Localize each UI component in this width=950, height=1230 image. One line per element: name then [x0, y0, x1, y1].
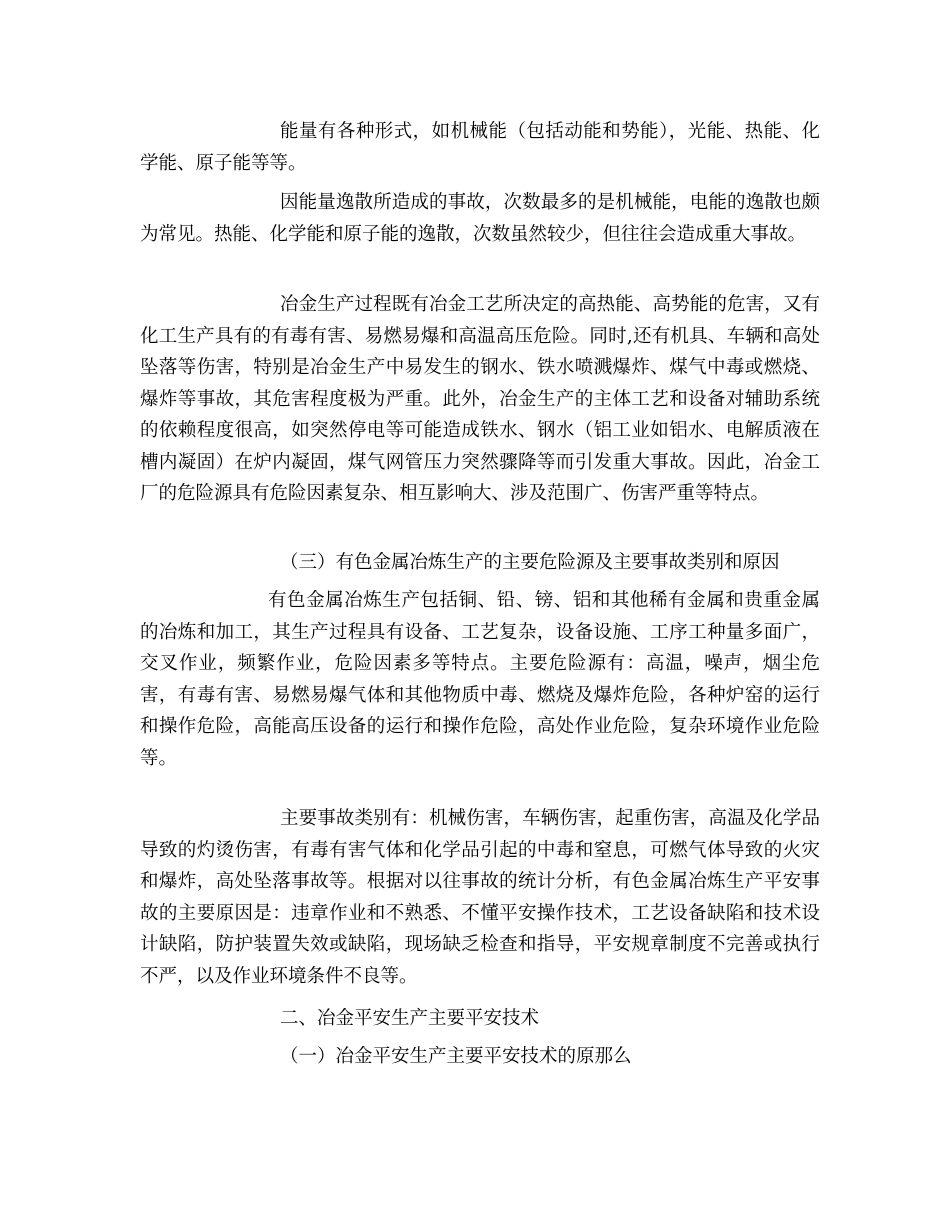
paragraph-energy-dissipation: 因能量逸散所造成的事故，次数最多的是机械能，电能的逸散也颇为常见。热能、化学能和原子能的逸散，次数虽然较少，但往往会造成重大事故。: [140, 192, 820, 245]
paragraph-metallurgy-hazards: 冶金生产过程既有冶金工艺所决定的高热能、高势能的危害，又有化工生产具有的有毒有害、易燃易爆和高温高压危险。同时,还有机具、车辆和高处坠落等伤害，特别是冶金生产中易发生的钢水、铁水喷溅爆炸、煤气中毒或燃烧、爆炸等事故，其危害程度极为严重。此外，冶金生产的主体工艺和设备对辅助系统的依赖程度很高，如突然停电等可能造成铁水、钢水（铝工业如铝水、电解质液在槽内凝固）在炉内凝固，煤气网管压力突然骤降等而引发重大事故。因此，冶金工厂的危险源具有危险因素复杂、相互影响大、涉及范围广、伤害严重等特点。: [140, 294, 820, 504]
section-heading-nonferrous: （三）有色金属冶炼生产的主要危险源及主要事故类别和原因: [280, 552, 780, 573]
paragraph-energy-forms: 能量有各种形式，如机械能（包括动能和势能），光能、热能、化学能、原子能等等。: [140, 121, 820, 174]
paragraph-accident-types: 主要事故类别有：机械伤害，车辆伤害，起重伤害，高温及化学品导致的灼烫伤害，有毒有害气体和化学品引起的中毒和窒息，可燃气体导致的火灾和爆炸，高处坠落事故等。根据对以往事故的统计分析，有色金属冶炼生产平安事故的主要原因是：违章作业和不熟悉、不懂平安操作技术，工艺设备缺陷和技术设计缺陷，防护装置失效或缺陷，现场缺乏检查和指导，平安规章制度不完善或执行不严，以及作业环境条件不良等。: [140, 808, 820, 987]
subsection-heading-principles: （一）冶金平安生产主要平安技术的原那么: [280, 1046, 632, 1067]
section-heading-safety-tech: 二、冶金平安生产主要平安技术: [280, 1008, 540, 1029]
paragraph-nonferrous-sources: 有色金属冶炼生产包括铜、铅、镑、铝和其他稀有金属和贵重金属的冶炼和加工，其生产过程具有设备、工艺复杂，设备设施、工序工种量多面广，交叉作业，频繁作业，危险因素多等特点。主要危险源有：高温，噪声，烟尘危害，有毒有害、易燃易爆气体和其他物质中毒、燃烧及爆炸危险，各种炉窑的运行和操作危险，高能高压设备的运行和操作危险，高处作业危险，复杂环境作业危险等。: [140, 590, 820, 769]
